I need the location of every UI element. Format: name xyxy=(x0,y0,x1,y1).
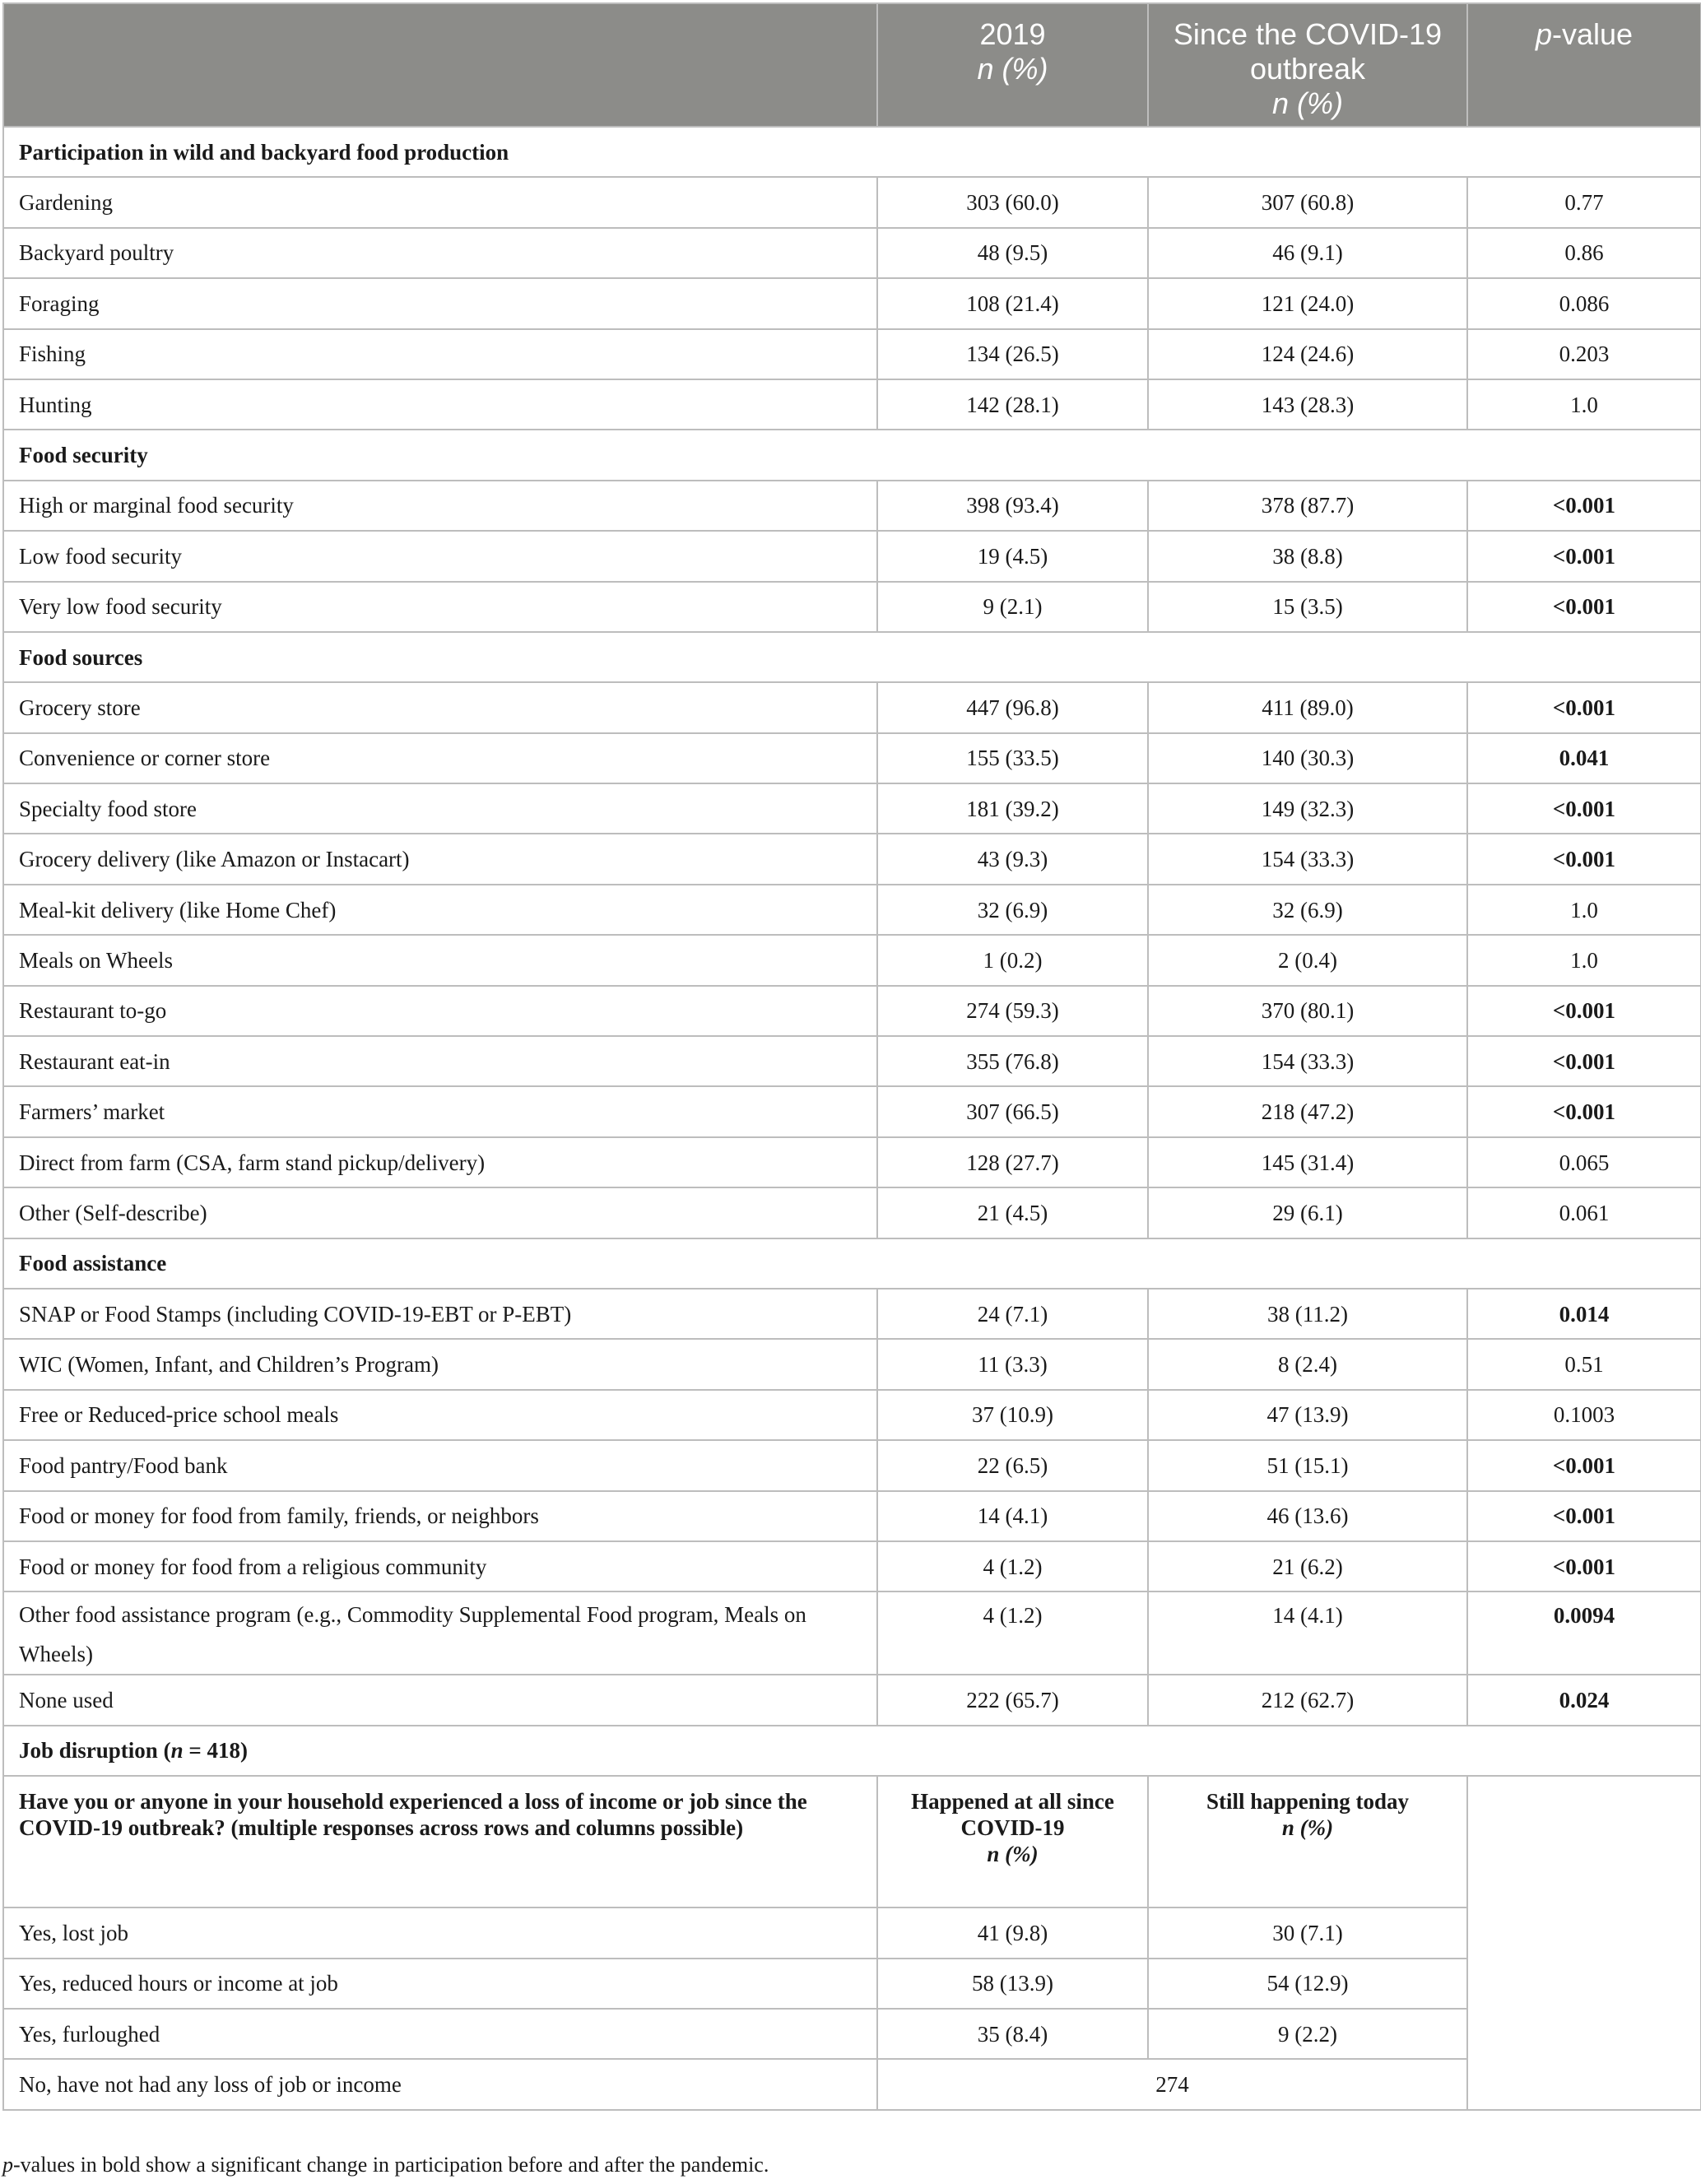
value-since: 370 (80.1) xyxy=(1148,986,1467,1036)
p-value: <0.001 xyxy=(1467,1036,1701,1086)
table-row xyxy=(3,379,1701,430)
value-2019: 37 (10.9) xyxy=(877,1390,1148,1440)
value-2019: 355 (76.8) xyxy=(877,1036,1148,1086)
section-row xyxy=(3,632,1701,682)
header-2019-year: 2019 xyxy=(979,17,1046,51)
table-row xyxy=(3,1592,1701,1675)
value-2019: 4 (1.2) xyxy=(877,1592,1148,1675)
table-row xyxy=(3,783,1701,834)
row-label: Free or Reduced-price school meals xyxy=(3,1390,877,1440)
table-row xyxy=(3,329,1701,379)
value-since: 378 (87.7) xyxy=(1148,481,1467,531)
value-since: 121 (24.0) xyxy=(1148,278,1467,328)
p-value: 1.0 xyxy=(1467,379,1701,430)
table-row xyxy=(3,1036,1701,1086)
p-value: 0.0094 xyxy=(1467,1592,1701,1675)
value-2019: 222 (65.7) xyxy=(877,1675,1148,1725)
section-title: Participation in wild and backyard food production xyxy=(3,127,1701,177)
header-since-line2: outbreak xyxy=(1249,52,1366,86)
value-still: 30 (7.1) xyxy=(1148,1908,1467,1958)
value-still: 54 (12.9) xyxy=(1148,1959,1467,2009)
p-value: 0.024 xyxy=(1467,1675,1701,1725)
row-label: Gardening xyxy=(3,177,877,227)
value-2019: 43 (9.3) xyxy=(877,834,1148,884)
table-row xyxy=(3,885,1701,935)
row-label: Convenience or corner store xyxy=(3,733,877,783)
value-2019: 274 (59.3) xyxy=(877,986,1148,1036)
table-row xyxy=(3,1086,1701,1136)
footnote xyxy=(2,2153,769,2177)
value-happened: 58 (13.9) xyxy=(877,1959,1148,2009)
p-value: 0.065 xyxy=(1467,1137,1701,1187)
p-value: 0.86 xyxy=(1467,228,1701,278)
job-header-row xyxy=(3,1776,1701,1908)
value-2019: 21 (4.5) xyxy=(877,1187,1148,1238)
row-label: Food pantry/Food bank xyxy=(3,1440,877,1490)
table-row xyxy=(3,531,1701,581)
value-2019: 181 (39.2) xyxy=(877,783,1148,834)
row-label: Yes, furloughed xyxy=(3,2009,877,2059)
table-row xyxy=(3,986,1701,1036)
p-value: <0.001 xyxy=(1467,1541,1701,1592)
row-label: Very low food security xyxy=(3,582,877,632)
p-value: 0.51 xyxy=(1467,1339,1701,1389)
value-2019: 4 (1.2) xyxy=(877,1541,1148,1592)
job-col-happened-line2: COVID-19 xyxy=(960,1815,1065,1841)
section-title: Food security xyxy=(3,430,1701,480)
row-label: WIC (Women, Infant, and Children’s Program) xyxy=(3,1339,877,1389)
p-value: <0.001 xyxy=(1467,834,1701,884)
value-2019: 9 (2.1) xyxy=(877,582,1148,632)
value-since: 32 (6.9) xyxy=(1148,885,1467,935)
value-since: 38 (11.2) xyxy=(1148,1289,1467,1339)
row-label: Other (Self-describe) xyxy=(3,1187,877,1238)
row-label: Restaurant eat-in xyxy=(3,1036,877,1086)
section-row xyxy=(3,430,1701,480)
value-2019: 142 (28.1) xyxy=(877,379,1148,430)
header-2019-unit: n (%) xyxy=(977,52,1048,86)
table-row xyxy=(3,1541,1701,1592)
value-since: 46 (13.6) xyxy=(1148,1491,1467,1541)
p-value: <0.001 xyxy=(1467,481,1701,531)
table-row xyxy=(3,1187,1701,1238)
p-value: <0.001 xyxy=(1467,682,1701,732)
p-value: 0.77 xyxy=(1467,177,1701,227)
value-since: 29 (6.1) xyxy=(1148,1187,1467,1238)
value-since: 21 (6.2) xyxy=(1148,1541,1467,1592)
value-since: 140 (30.3) xyxy=(1148,733,1467,783)
data-table xyxy=(2,2,1701,2111)
job-col-still-line1: Still happening today xyxy=(1206,1789,1410,1815)
header-p-value xyxy=(1467,3,1701,127)
value-happened: 35 (8.4) xyxy=(877,2009,1148,2059)
p-value: 0.203 xyxy=(1467,329,1701,379)
section-row xyxy=(3,1726,1701,1776)
table-row xyxy=(3,582,1701,632)
header-label-col xyxy=(3,3,877,127)
value-2019: 19 (4.5) xyxy=(877,531,1148,581)
p-value: <0.001 xyxy=(1467,1440,1701,1490)
row-label: SNAP or Food Stamps (including COVID-19-EBT or P-EBT) xyxy=(3,1289,877,1339)
table-row xyxy=(3,935,1701,985)
value-since: 8 (2.4) xyxy=(1148,1339,1467,1389)
section-title: Food assistance xyxy=(3,1238,1701,1289)
row-label: Backyard poultry xyxy=(3,228,877,278)
table-row xyxy=(3,228,1701,278)
table-row xyxy=(3,834,1701,884)
job-question: Have you or anyone in your household experienced a loss of income or job since the COVID-19 outbreak? (multiple responses across rows and columns possible) xyxy=(3,1776,877,1908)
table-row xyxy=(3,1908,1701,1958)
p-value: <0.001 xyxy=(1467,531,1701,581)
table-row xyxy=(3,177,1701,227)
value-2019: 11 (3.3) xyxy=(877,1339,1148,1389)
job-col-happened-unit: n (%) xyxy=(987,1842,1039,1867)
table-row xyxy=(3,1440,1701,1490)
section-title: Food sources xyxy=(3,632,1701,682)
value-2019: 155 (33.5) xyxy=(877,733,1148,783)
value-since: 2 (0.4) xyxy=(1148,935,1467,985)
value-2019: 307 (66.5) xyxy=(877,1086,1148,1136)
section-row xyxy=(3,1238,1701,1289)
row-label: Specialty food store xyxy=(3,783,877,834)
value-since: 15 (3.5) xyxy=(1148,582,1467,632)
header-since-line1: Since the COVID-19 xyxy=(1173,17,1443,51)
value-since: 411 (89.0) xyxy=(1148,682,1467,732)
table-row xyxy=(3,278,1701,328)
table-row xyxy=(3,1339,1701,1389)
row-label: Other food assistance program (e.g., Commodity Supplemental Food program, Meals on Wheels) xyxy=(3,1592,877,1675)
row-label: Direct from farm (CSA, farm stand pickup/delivery) xyxy=(3,1137,877,1187)
value-2019: 398 (93.4) xyxy=(877,481,1148,531)
table-row xyxy=(3,682,1701,732)
p-value: <0.001 xyxy=(1467,783,1701,834)
row-label: Food or money for food from family, friends, or neighbors xyxy=(3,1491,877,1541)
value-happened: 41 (9.8) xyxy=(877,1908,1148,1958)
p-value: 0.014 xyxy=(1467,1289,1701,1339)
table-row xyxy=(3,733,1701,783)
p-value: <0.001 xyxy=(1467,1491,1701,1541)
row-label: Food or money for food from a religious community xyxy=(3,1541,877,1592)
row-label: Restaurant to-go xyxy=(3,986,877,1036)
p-value: <0.001 xyxy=(1467,1086,1701,1136)
value-2019: 48 (9.5) xyxy=(877,228,1148,278)
value-since: 212 (62.7) xyxy=(1148,1675,1467,1725)
table-row xyxy=(3,1959,1701,2009)
job-empty-cell xyxy=(1467,1776,1701,2110)
value-2019: 134 (26.5) xyxy=(877,329,1148,379)
row-label: Meals on Wheels xyxy=(3,935,877,985)
row-label: High or marginal food security xyxy=(3,481,877,531)
table-row xyxy=(3,1289,1701,1339)
row-label: Hunting xyxy=(3,379,877,430)
table-row xyxy=(3,2059,1701,2109)
header-row xyxy=(3,3,1701,127)
header-2019 xyxy=(877,3,1148,127)
table-row xyxy=(3,2009,1701,2059)
job-col-still-unit: n (%) xyxy=(1281,1815,1334,1841)
value-since: 149 (32.3) xyxy=(1148,783,1467,834)
value-2019: 128 (27.7) xyxy=(877,1137,1148,1187)
p-value: 0.1003 xyxy=(1467,1390,1701,1440)
row-label: Foraging xyxy=(3,278,877,328)
value-since: 143 (28.3) xyxy=(1148,379,1467,430)
value-2019: 447 (96.8) xyxy=(877,682,1148,732)
footnote-p: p xyxy=(2,2153,13,2177)
value-none: 274 xyxy=(877,2059,1467,2109)
value-since: 38 (8.8) xyxy=(1148,531,1467,581)
section-row xyxy=(3,127,1701,177)
p-value: 0.061 xyxy=(1467,1187,1701,1238)
row-label: Farmers’ market xyxy=(3,1086,877,1136)
value-2019: 32 (6.9) xyxy=(877,885,1148,935)
table-row xyxy=(3,1137,1701,1187)
value-since: 47 (13.9) xyxy=(1148,1390,1467,1440)
value-since: 14 (4.1) xyxy=(1148,1592,1467,1675)
row-label: Grocery delivery (like Amazon or Instacart) xyxy=(3,834,877,884)
table-row xyxy=(3,481,1701,531)
value-2019: 1 (0.2) xyxy=(877,935,1148,985)
header-p-rest: -value xyxy=(1551,17,1634,51)
value-since: 145 (31.4) xyxy=(1148,1137,1467,1187)
footnote-text: -values in bold show a significant change in participation before and after the pandemic. xyxy=(13,2153,769,2177)
job-col-happened xyxy=(877,1776,1148,1908)
value-since: 124 (24.6) xyxy=(1148,329,1467,379)
p-value: 0.041 xyxy=(1467,733,1701,783)
value-still: 9 (2.2) xyxy=(1148,2009,1467,2059)
value-2019: 24 (7.1) xyxy=(877,1289,1148,1339)
row-label: Low food security xyxy=(3,531,877,581)
job-col-still xyxy=(1148,1776,1467,1908)
value-since: 51 (15.1) xyxy=(1148,1440,1467,1490)
row-label: None used xyxy=(3,1675,877,1725)
p-value: <0.001 xyxy=(1467,986,1701,1036)
header-since-covid xyxy=(1148,3,1467,127)
value-since: 218 (47.2) xyxy=(1148,1086,1467,1136)
row-label: Grocery store xyxy=(3,682,877,732)
value-since: 154 (33.3) xyxy=(1148,834,1467,884)
value-since: 46 (9.1) xyxy=(1148,228,1467,278)
row-label: Meal-kit delivery (like Home Chef) xyxy=(3,885,877,935)
row-label: Yes, reduced hours or income at job xyxy=(3,1959,877,2009)
value-2019: 14 (4.1) xyxy=(877,1491,1148,1541)
p-value: 1.0 xyxy=(1467,885,1701,935)
value-2019: 303 (60.0) xyxy=(877,177,1148,227)
row-label: Yes, lost job xyxy=(3,1908,877,1958)
job-title-prefix: Job disruption ( xyxy=(19,1738,171,1763)
job-title-suffix: = 418) xyxy=(183,1738,248,1763)
header-since-unit: n (%) xyxy=(1271,86,1343,120)
section-title xyxy=(3,1726,1701,1776)
p-value: <0.001 xyxy=(1467,582,1701,632)
value-since: 307 (60.8) xyxy=(1148,177,1467,227)
table-row xyxy=(3,1390,1701,1440)
p-value: 1.0 xyxy=(1467,935,1701,985)
row-label: Fishing xyxy=(3,329,877,379)
row-label: No, have not had any loss of job or income xyxy=(3,2059,877,2109)
value-2019: 108 (21.4) xyxy=(877,278,1148,328)
header-p-italic: p xyxy=(1535,17,1552,51)
job-col-happened-line1: Happened at all since xyxy=(911,1789,1114,1815)
table-row xyxy=(3,1491,1701,1541)
p-value: 0.086 xyxy=(1467,278,1701,328)
job-title-n: n xyxy=(170,1738,184,1763)
value-since: 154 (33.3) xyxy=(1148,1036,1467,1086)
value-2019: 22 (6.5) xyxy=(877,1440,1148,1490)
table-row xyxy=(3,1675,1701,1725)
